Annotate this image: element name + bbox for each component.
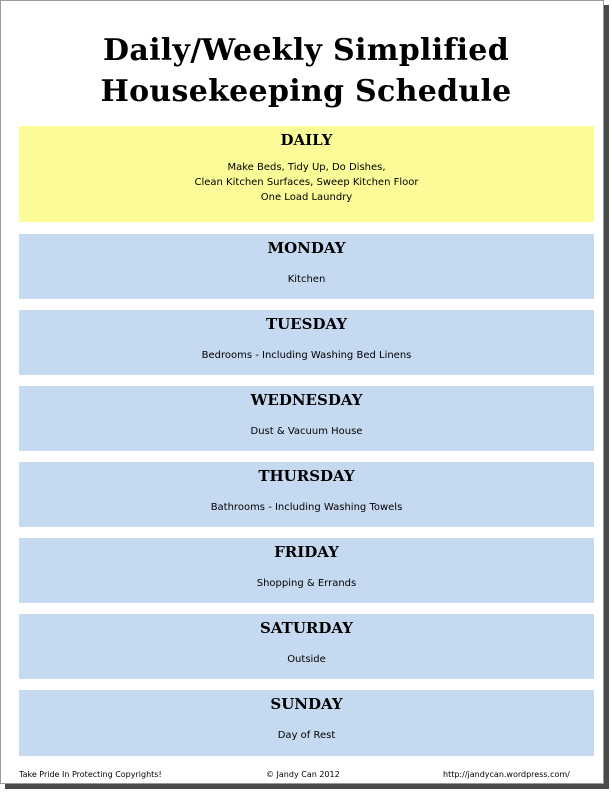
daily-task-line: One Load Laundry: [260, 192, 353, 203]
wednesday-section: [19, 386, 594, 451]
daily-heading: DAILY: [280, 131, 333, 149]
daily-section: [19, 126, 594, 222]
saturday-heading: SATURDAY: [260, 619, 353, 637]
title-line-1: Daily/Weekly Simplified: [103, 33, 509, 68]
sunday-section: [19, 690, 594, 756]
tuesday-heading: TUESDAY: [265, 315, 348, 333]
thursday-section: [19, 462, 594, 527]
friday-heading: FRIDAY: [274, 543, 339, 561]
wednesday-heading: WEDNESDAY: [250, 391, 363, 409]
friday-task: Shopping & Errands: [256, 578, 357, 589]
wednesday-task: Dust & Vacuum House: [250, 426, 363, 437]
saturday-section: [19, 614, 594, 679]
friday-section: [19, 538, 594, 603]
monday-task: Kitchen: [287, 274, 326, 285]
title-line-2: Housekeeping Schedule: [100, 74, 512, 109]
thursday-heading: THURSDAY: [258, 467, 355, 485]
daily-tasks: [19, 160, 594, 205]
footer-copyright: © Jandy Can 2012: [266, 770, 340, 779]
monday-section: [19, 234, 594, 299]
page-title: [0, 30, 612, 112]
daily-task-line: Clean Kitchen Surfaces, Sweep Kitchen Floor: [194, 177, 419, 188]
footer-website-link[interactable]: http://jandycan.wordpress.com/: [443, 770, 570, 779]
tuesday-task: Bedrooms - Including Washing Bed Linens: [201, 350, 412, 361]
monday-heading: MONDAY: [267, 239, 346, 257]
sunday-heading: SUNDAY: [270, 695, 343, 713]
thursday-task: Bathrooms - Including Washing Towels: [210, 502, 403, 513]
tuesday-section: [19, 310, 594, 375]
footer-copyright-note: Take Pride In Protecting Copyrights!: [19, 770, 162, 779]
saturday-task: Outside: [287, 654, 326, 665]
daily-task-line: Make Beds, Tidy Up, Do Dishes,: [227, 162, 386, 173]
sunday-task: Day of Rest: [277, 730, 336, 741]
